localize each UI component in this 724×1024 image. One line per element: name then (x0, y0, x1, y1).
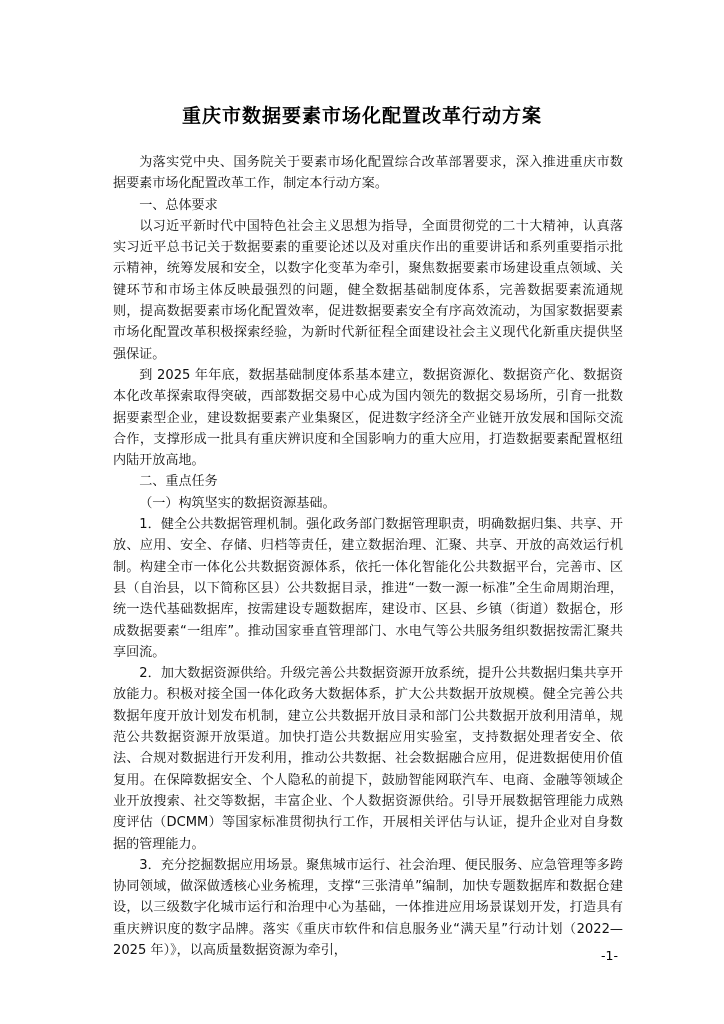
paragraph-2025-goals: 到 2025 年年底，数据基础制度体系基本建立，数据资源化、数据资产化、数据资本化改革探索取得突破，西部数据交易中心成为国内领先的数据交易场所，引育一批数据要素型企业，建设数据要素产业集聚区，促进数字经济全产业链开放发展和国际交流合作，支撑形成一批具有重庆辨识度和全国影响力的重大应用，打造数据要素配置枢纽内陆开放高地。 (113, 367, 623, 469)
section-heading-key-tasks: 二、重点任务 (139, 474, 218, 490)
section-heading-general-requirements: 一、总体要求 (139, 197, 218, 213)
subsection-heading-data-resource-foundation: （一）构筑坚实的数据资源基础。 (139, 495, 336, 511)
paragraph-item-3: 3．充分挖掘数据应用场景。聚焦城市运行、社会治理、便民服务、应急管理等多跨协同领域，做深做透核心业务梳理，支撑“三张清单”编制，加快专题数据库和数据仓建设，以三级数字化城市运行和治理中心为基础，一体推进应用场景谋划开发，打造具有重庆辨识度的数字品牌。落实《重庆市软件和信息服务业“满天星”行动计划（2022—2025 年）》，以高质量数据资源为牵引， (113, 857, 623, 958)
paragraph-guiding-thought: 以习近平新时代中国特色社会主义思想为指导，全面贯彻党的二十大精神，认真落实习近平总书记关于数据要素的重要论述以及对重庆作出的重要讲话和系列重要指示批示精神，统筹发展和安全，以数字化变革为牵引，聚焦数据要素市场建设重点领域、关键环节和市场主体反映最强烈的问题，健全数据基础制度体系，完善数据要素流通规则，提高数据要素市场化配置效率，促进数据要素安全有序高效流动，为国家数据要素市场化配置改革积极探索经验，为新时代新征程全面建设社会主义现代化新重庆提供坚强保证。 (113, 218, 623, 362)
paragraph-item-2: 2．加大数据资源供给。升级完善公共数据资源开放系统，提升公共数据归集共享开放能力。积极对接全国一体化政务大数据体系，扩大公共数据开放规模。健全完善公共数据年度开放计划发布机制，建立公共数据开放目录和部门公共数据开放利用清单，规范公共数据资源开放渠道。加快打造公共数据应用实验室，支持数据处理者安全、依法、合规对数据进行开发利用，推动公共数据、社会数据融合应用，促进数据使用价值复用。在保障数据安全、个人隐私的前提下，鼓励智能网联汽车、电商、金融等领域企业开放搜索、社交等数据，丰富企业、个人数据资源供给。引导开展数据管理能力成熟度评估（DCMM）等国家标准贯彻执行工作，开展相关评估与认证，提升企业对自身数据的管理能力。 (113, 666, 623, 852)
page-number: -1- (601, 948, 618, 963)
document-title: 重庆市数据要素市场化配置改革行动方案 (181, 105, 542, 127)
paragraph-item-1: 1．健全公共数据管理机制。强化政务部门数据管理职责，明确数据归集、共享、开放、应用、安全、存储、归档等责任，建立数据治理、汇聚、共享、开放的高效运行机制。构建全市一体化公共数据资源体系，依托一体化智能化公共数据平台，完善市、区县（自治县，以下简称区县）公共数据目录，推进“一数一源一标准”全生命周期治理，统一迭代基础数据库，按需建设专题数据库，建设市、区县、乡镇（街道）数据仓，形成数据要素“一组库”。推动国家垂直管理部门、水电气等公共服务组织数据按需汇聚共享回流。 (113, 517, 623, 660)
intro-paragraph: 为落实党中央、国务院关于要素市场化配置综合改革部署要求，深入推进重庆市数据要素市场化配置改革工作，制定本行动方案。 (113, 155, 623, 192)
document-body (113, 152, 623, 961)
